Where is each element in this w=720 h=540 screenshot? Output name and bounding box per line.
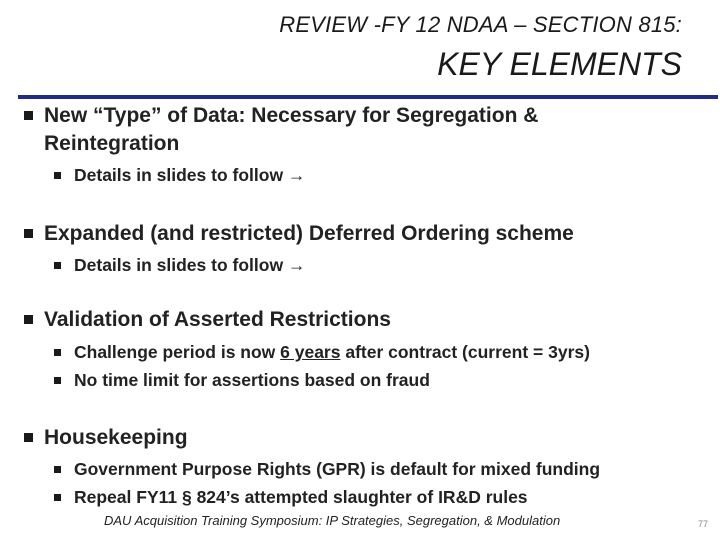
square-bullet-icon: [54, 466, 61, 473]
sub-bullet-details-1: [54, 164, 305, 186]
square-bullet-icon: [24, 111, 33, 120]
sub-bullet-text: No time limit for assertions based on fraud: [74, 370, 430, 390]
challenge-text-after: after contract (current = 3yrs): [340, 342, 590, 362]
square-bullet-icon: [54, 262, 61, 269]
slide-footer: DAU Acquisition Training Symposium: IP Strategies, Segregation, & Modulation: [104, 513, 561, 528]
sub-bullet-text: Details in slides to follow →: [74, 165, 306, 185]
sub-bullet-challenge-period: [54, 341, 590, 363]
title-divider: [18, 95, 718, 99]
bullet-text: Validation of Asserted Restrictions: [44, 308, 391, 331]
square-bullet-icon: [54, 172, 61, 179]
sub-bullet-repeal: [54, 486, 528, 508]
challenge-text-before: Challenge period is now: [74, 342, 281, 362]
bullet-text: Expanded (and restricted) Deferred Ordering scheme: [44, 222, 574, 245]
bullet-housekeeping: [24, 424, 644, 452]
square-bullet-icon: [54, 494, 61, 501]
square-bullet-icon: [54, 377, 61, 384]
bullet-text: Housekeeping: [44, 426, 188, 449]
slide-title-line2: KEY ELEMENTS: [437, 46, 682, 82]
square-bullet-icon: [24, 433, 33, 442]
bullet-text: New “Type” of Data: Necessary for Segregation & Reintegration: [44, 104, 539, 155]
square-bullet-icon: [54, 349, 61, 356]
bullet-validation: [24, 306, 644, 334]
sub-bullet-text: Repeal FY11 § 824’s attempted slaughter of IR&D rules: [74, 487, 528, 507]
bullet-deferred-ordering: [24, 220, 644, 248]
sub-bullet-text: Government Purpose Rights (GPR) is default for mixed funding: [74, 459, 601, 479]
sub-bullet-gpr: [54, 458, 600, 480]
square-bullet-icon: [24, 229, 33, 238]
sub-bullet-text: Details in slides to follow →: [74, 255, 306, 275]
sub-bullet-text: [54, 342, 590, 362]
sub-bullet-details-2: [54, 254, 305, 276]
bullet-new-type-of-data: [24, 102, 644, 158]
slide-title-line1: REVIEW -FY 12 NDAA – SECTION 815:: [279, 12, 682, 37]
page-number: 77: [698, 519, 709, 529]
challenge-text-underlined: 6 years: [280, 342, 341, 362]
square-bullet-icon: [24, 315, 33, 324]
sub-bullet-fraud: [54, 369, 430, 391]
